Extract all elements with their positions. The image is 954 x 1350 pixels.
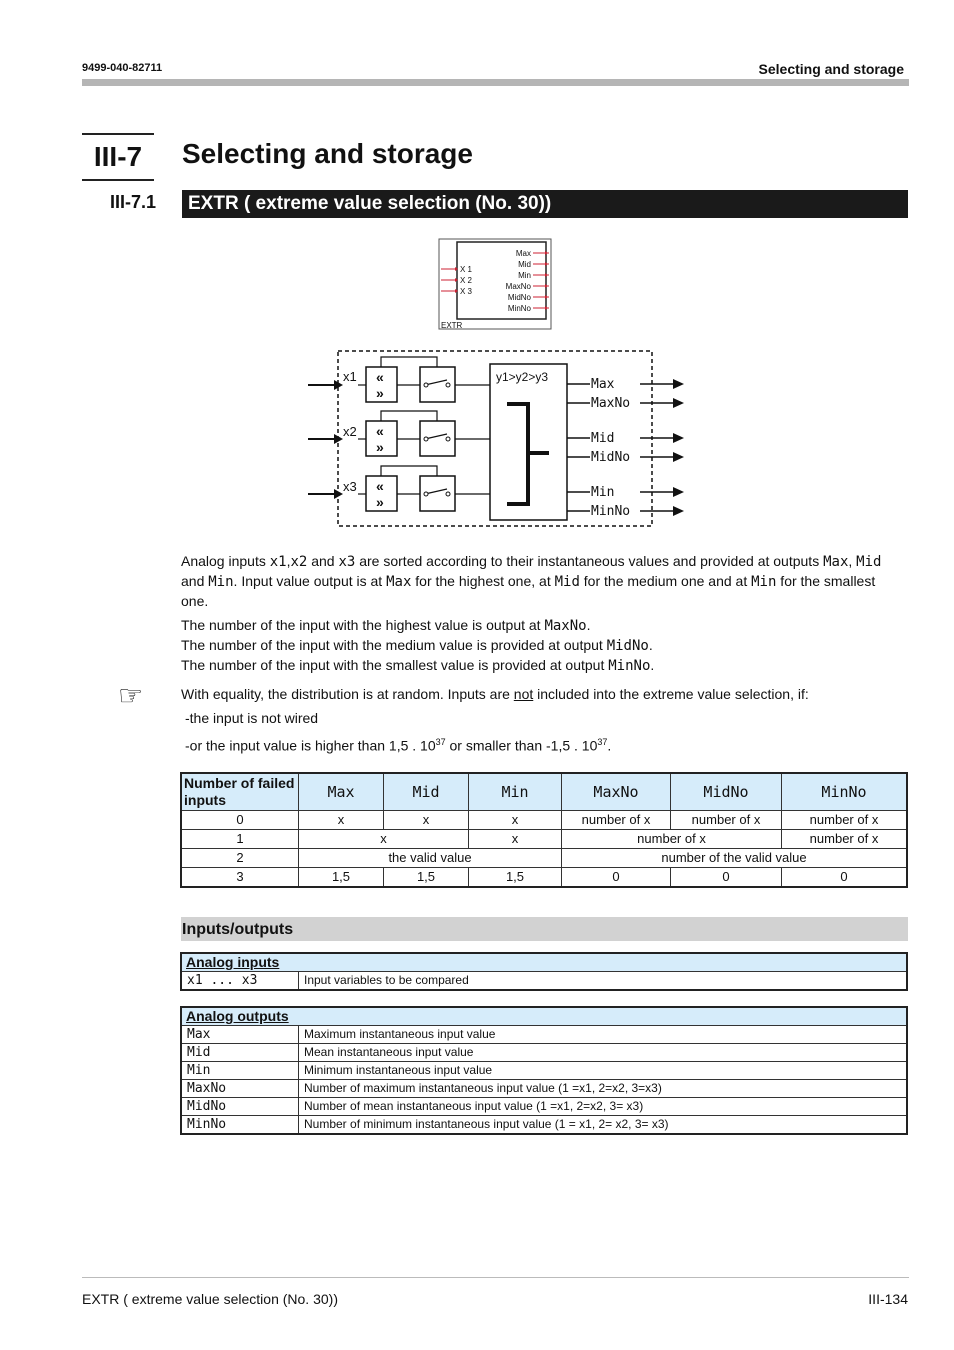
pointing-hand-icon: ☞ [118,680,144,711]
section-title: EXTR ( extreme value selection (No. 30)) [182,190,908,218]
chapter-number: III-7 [82,133,154,181]
table-header: Mid [412,782,440,801]
block-output-label: MinNo [507,304,531,313]
diagram-output-midno: MidNo [591,450,631,465]
block-output-label: Min [518,271,531,280]
diagram-output-minno: MinNo [591,504,631,519]
diagram-output-maxno: MaxNo [591,396,631,411]
table-row: Min Minimum instantaneous input value [181,1062,907,1080]
table-row: 2 the valid value number of the valid value [181,849,907,868]
table-row: Max Maximum instantaneous input value [181,1026,907,1044]
diagram-input-x2: x2 [343,424,357,439]
page-number: III-134 [868,1291,908,1307]
svg-text:»: » [376,494,384,510]
block-name: EXTR [441,321,463,330]
analog-outputs-table [180,1006,908,1135]
block-input-label: X 2 [460,276,473,285]
block-output-label: MaxNo [505,282,531,291]
switch-symbol: « [376,369,384,385]
svg-text:»: » [376,385,384,401]
diagram-output-max: Max [591,377,615,392]
svg-text:«: « [376,423,384,439]
table-header: MinNo [821,782,867,801]
chapter-title: Selecting and storage [182,138,473,169]
table-row: x1 ... x3 Input variables to be compared [181,972,907,991]
block-output-label: Mid [518,260,531,269]
output-number-paragraph: The number of the input with the highest value is output at MaxNo. The number of the input with the medium value is provided at output MidNo. The number of the input with the smallest value is provided at output MinNo. [181,617,655,674]
diagram-output-mid: Mid [591,431,615,446]
header-rule [82,79,909,86]
diagram-input-x1: x1 [343,369,357,384]
section-number: III-7.1 [110,192,157,212]
table-header: MaxNo [593,782,639,801]
sort-label: y1>y2>y3 [496,370,549,384]
analog-inputs-table [180,952,908,991]
svg-text:«: « [376,478,384,494]
description-paragraph: Analog inputs x1,x2 and x3 are sorted according to their instantaneous values and provided at outputs Max, Mid and Min. Input value output is at Max for the highest one, at Mid for the medium one and at Min for the smallest one. [181,553,882,609]
footer-title: EXTR ( extreme value selection (No. 30)) [82,1291,338,1307]
block-input-label: X 1 [460,265,473,274]
table-row: 0 x x x number of x number of x number of x [181,811,907,830]
table-header: Max [327,782,355,801]
extr-block-symbol [438,238,554,332]
table-row: MaxNo Number of maximum instantaneous input value (1 =x1, 2=x2, 3=x3) [181,1080,907,1098]
failed-inputs-table [180,772,908,888]
svg-text:»: » [376,439,384,455]
note-paragraph: With equality, the distribution is at random. Inputs are not included into the extreme value selection, if: -the input is not wired -or the input value is higher than 1,5 . $10^{37}$ or smaller than -1,5 . $10^{37}$. [181,686,809,754]
footer-rule [82,1277,909,1278]
table-row: MinNo Number of minimum instantaneous input value (1 = x1, 2= x2, 3= x3) [181,1116,907,1135]
extr-functional-diagram [300,344,692,530]
table-row: Mid Mean instantaneous input value [181,1044,907,1062]
table-row: MidNo Number of mean instantaneous input value (1 =x1, 2=x2, 3= x3) [181,1098,907,1116]
document-code: 9499-040-82711 [82,62,163,74]
running-header-title: Selecting and storage [758,61,904,77]
diagram-output-min: Min [591,485,615,500]
table-header: Number of failed inputs [181,773,299,811]
analog-outputs-title: Analog outputs [181,1007,907,1026]
table-row: 1 x x number of x number of x [181,830,907,849]
block-output-label: MidNo [507,293,531,302]
table-header: MidNo [703,782,749,801]
block-output-label: Max [515,249,531,258]
diagram-input-x3: x3 [343,479,357,494]
block-input-label: X 3 [460,287,473,296]
io-heading: Inputs/outputs [181,917,908,941]
analog-inputs-title: Analog inputs [181,953,907,972]
table-header: Min [501,782,529,801]
table-row: 3 1,5 1,5 1,5 0 0 0 [181,868,907,888]
